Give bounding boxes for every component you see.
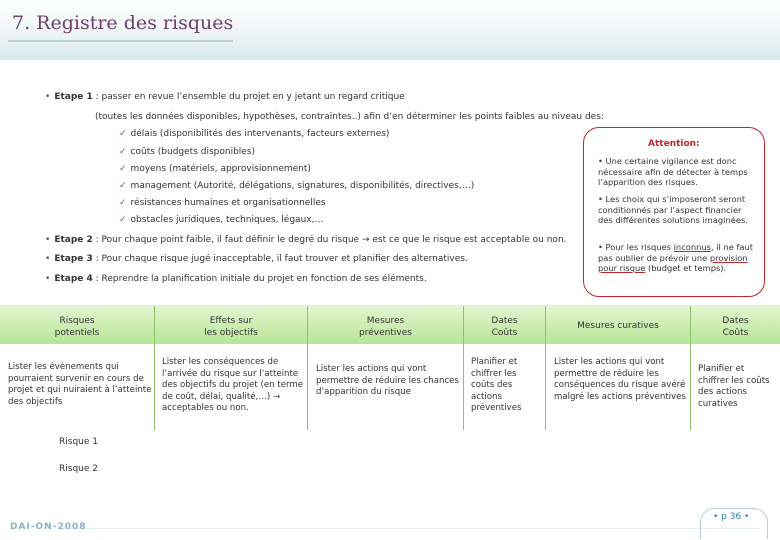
attention-paragraph-1: • Une certaine vigilance est donc nécessaire afin de détecter à temps l’apparition des risques. (598, 156, 748, 187)
bullet-icon: • (45, 235, 51, 245)
title-underline (8, 40, 233, 42)
attention-title: Attention: (648, 139, 700, 149)
check-item (119, 215, 323, 225)
cell-dates-couts: Planifier et chiffrer les coûts des actions préventives (471, 357, 522, 414)
page-number: • p 36 • (713, 512, 750, 522)
footer-logo: DAI-ON-2008 (10, 522, 87, 532)
header-dates-couts-2: Dates Coûts (722, 316, 749, 338)
attention-p3-underlined: provision pour risque (598, 252, 748, 273)
attention-p3-text: , il ne faut pas oublier de prévoir une (598, 242, 753, 263)
risk-row-2: Risque 2 (59, 464, 98, 474)
checkmark-icon: ✓ (119, 215, 127, 225)
header-mesures-preventives: Mesures préventives (359, 316, 412, 338)
bullet-icon: • (45, 254, 51, 264)
attention-paragraph-3 (598, 242, 754, 274)
bullet-icon: • (45, 92, 51, 102)
header-effets-objectifs: Effets sur les objectifs (204, 316, 258, 338)
header-mesures-curatives: Mesures curatives (577, 321, 659, 331)
step-4-label: Etape 4 (54, 274, 93, 284)
page-title: 7. Registre des risques (12, 12, 234, 34)
cell-risques-potentiels: Lister les évènements qui pourraient survenir en cours de projet et qui nuiraient à l’atteinte des objectifs (8, 362, 152, 407)
header-dates-couts: Dates Coûts (491, 316, 518, 338)
step-3 (45, 254, 468, 264)
step-2 (45, 235, 567, 245)
check-item (119, 164, 311, 174)
check-item (119, 198, 326, 208)
attention-p3-text: • Pour les risques (598, 242, 674, 252)
attention-p3-text: (budget et temps). (645, 263, 727, 273)
step-1-label: Etape 1 (54, 92, 93, 102)
check-item-label: management (Autorité, délégations, signatures, disponibilités, directives,…) (130, 181, 475, 191)
risk-row-1: Risque 1 (59, 437, 98, 447)
checkmark-icon: ✓ (119, 198, 127, 208)
check-item-label: résistances humaines et organisationnelles (130, 198, 326, 208)
bullet-icon: • (45, 274, 51, 284)
checkmark-icon: ✓ (119, 181, 127, 191)
check-item (119, 147, 255, 157)
step-3-label: Etape 3 (54, 254, 93, 264)
check-item-label: coûts (budgets disponibles) (130, 147, 256, 157)
footer-rule (60, 528, 760, 529)
step-4-text: : Reprendre la planification initiale du projet en fonction de ses éléments. (95, 274, 427, 284)
step-1-text: : passer en revue l’ensemble du projet en y jetant un regard critique (95, 92, 405, 102)
checkmark-icon: ✓ (119, 129, 127, 139)
check-item (119, 181, 474, 191)
cell-mesures-curatives: Lister les actions qui vont permettre de réduire les conséquences du risque avéré malgré les actions préventives (554, 357, 686, 402)
attention-p3-underlined: inconnus (673, 242, 711, 252)
step-2-text: : Pour chaque point faible, il faut définir le degré du risque → est ce que le risque est acceptable ou non. (95, 235, 567, 245)
step-4 (45, 274, 427, 284)
step-1-subtext: (toutes les données disponibles, hypothèses, contraintes..) afin d’en déterminer les points faibles au niveau des: (95, 112, 604, 122)
checkmark-icon: ✓ (119, 147, 127, 157)
page-number-tab (700, 508, 768, 539)
step-3-text: : Pour chaque risque jugé inacceptable, il faut trouver et planifier des alternatives. (95, 254, 468, 264)
cell-effets-objectifs: Lister les conséquences de l’arrivée du risque sur l’atteinte des objectifs du projet (en terme de coût, délai, qualité,…) → acceptables ou non. (162, 357, 304, 414)
check-item-label: moyens (matériels, approvisionnement) (130, 164, 311, 174)
step-2-label: Etape 2 (54, 235, 93, 245)
checkmark-icon: ✓ (119, 164, 127, 174)
cell-dates-couts-2: Planifier et chiffrer les coûts des actions curatives (698, 364, 770, 409)
check-item (119, 129, 389, 139)
check-item-label: délais (disponibilités des intervenants, facteurs externes) (130, 129, 390, 139)
step-1 (45, 92, 405, 102)
header-risques-potentiels: Risques potentiels (54, 316, 100, 338)
attention-paragraph-2: • Les choix qui s’imposeront seront conditionnés par l’aspect financier des différentes solutions imaginées. (598, 194, 748, 225)
cell-mesures-preventives: Lister les actions qui vont permettre de réduire les chances d’apparition du risque (316, 364, 459, 398)
check-item-label: obstacles juridiques, techniques, légaux,… (130, 215, 324, 225)
